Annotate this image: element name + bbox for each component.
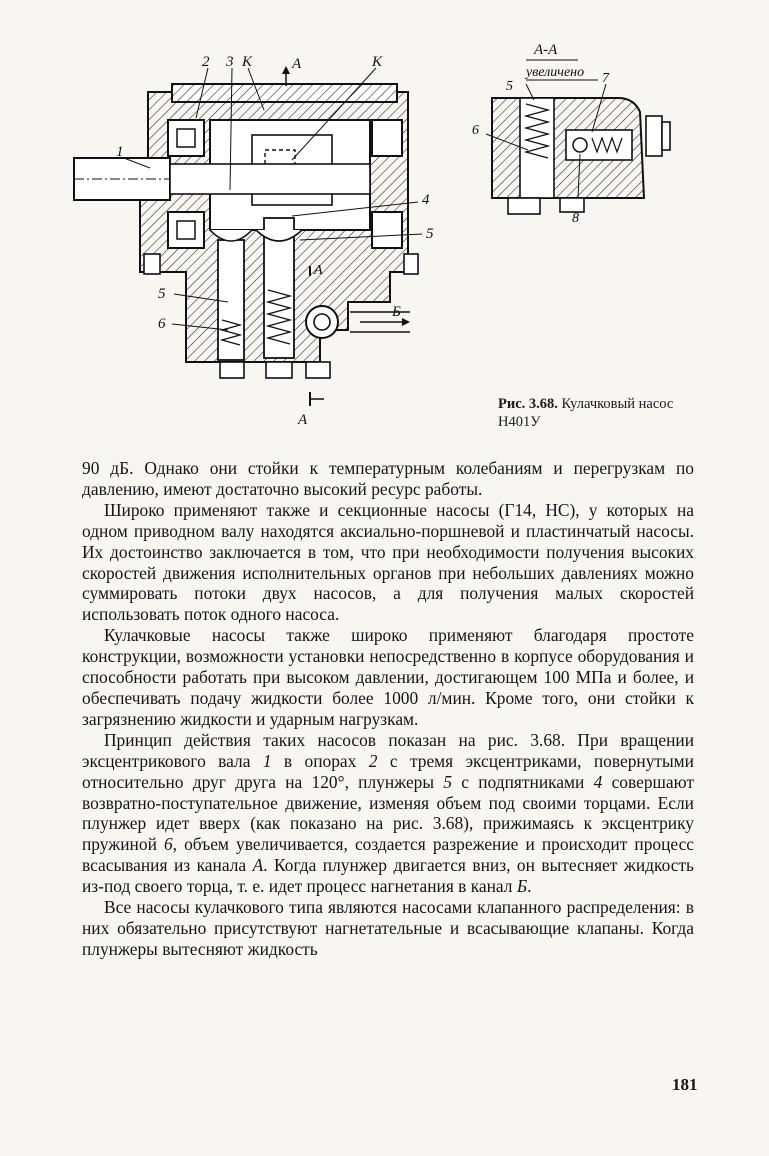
paragraph [82,458,694,500]
caption-text: Кулачковый насос Н401У [498,396,674,430]
reference-numeral: 2 [368,750,378,771]
text-run: Кулачковые насосы также широко применяют благодаря простоте конструкции, возможности установки непосредственно в корпусе оборудования и способности работать при высоком давлении, достигающем 100 МПа и более, и обеспечивать подачу жидкости более 1000 л/мин. Кроме того, они стойки к загрязнению жидкости и ударным нагрузкам. [82,625,694,729]
body-text [82,458,694,960]
text-run: 90 дБ. Однако они стойки к температурным колебаниям и перегрузкам по давлению, имеют достаточно высокий ресурс работы. [82,458,694,499]
label-k-right: К [372,54,382,70]
label-a-mid: А [314,263,323,278]
text-run: . Когда плунжер двигается вниз, он вытесняет жидкость из-под своего торца, т. е. идет процесс нагнетания в канал [82,855,694,897]
label-a-bottom: А [298,412,308,428]
label-b: Б [392,304,401,320]
paragraph [82,500,694,625]
label-5-left: 5 [158,286,166,302]
text-run: в опорах [271,750,369,771]
text-run: совершают возвратно-поступательное движение, изменяя объем под своими торцами. Если плунжер идет вверх (как показано на рис. 3.68), прижимаясь к эксцентрику пружиной [82,771,694,855]
label-3: 3 [226,54,234,70]
label-a-top: А [292,56,302,72]
text-run: с подпятниками [452,771,594,792]
caption-number: Рис. 3.68. [498,396,558,412]
text-run: Все насосы кулачкового типа являются насосами клапанного распределения: в них обязательно присутствуют нагнетательные и всасывающие клапаны. Когда плунжеры вытесняют жидкость [82,897,694,959]
text-run: с тремя эксцентриками, повернутыми относительно друг друга на 120°, плунжеры [82,750,694,792]
label-2: 2 [202,54,210,70]
detail-label-7: 7 [602,71,609,86]
paragraph [82,625,694,730]
reference-numeral: 1 [262,750,272,771]
pump-drawing [60,40,480,430]
text-run: Широко применяют также и секционные насосы (Г14, НС), у которых на одном приводном валу находятся аксиально-поршневой и пластинчатый насосы. Их достоинство заключается в том, что при необходимости получения высоких скоростей движения исполнительных органов при небольших давлениях можно суммировать потоки двух насосов, а для получения малых скоростей использовать поток одного насоса. [82,499,694,625]
text-run: Принцип действия таких насосов показан на рис. 3.68. При вращении эксцентрикового вала [82,729,694,771]
figure-caption [498,395,708,431]
label-6: 6 [158,316,166,332]
detail-label-5: 5 [506,79,513,94]
reference-numeral: 4 [593,771,603,792]
reference-numeral: Б [516,876,528,897]
text-run: , объем увеличивается, создается разрежение и происходит процесс всасывания из канала [82,834,695,876]
section-label: А-А [534,42,558,58]
detail-label-6: 6 [472,123,479,138]
label-1: 1 [116,144,124,160]
section-note: увеличено [526,65,585,80]
paragraph [82,897,694,960]
label-k-left: К [242,54,252,70]
detail-label-8: 8 [572,211,579,226]
reference-numeral: 5 [443,771,453,792]
page-number: 181 [672,1075,698,1094]
reference-numeral: А [252,855,264,876]
text-run: . [527,876,532,897]
reference-numeral: 6 [163,834,173,855]
label-5-right: 5 [426,226,434,242]
label-4: 4 [422,192,430,208]
paragraph [82,730,694,897]
section-detail-drawing [468,38,698,238]
